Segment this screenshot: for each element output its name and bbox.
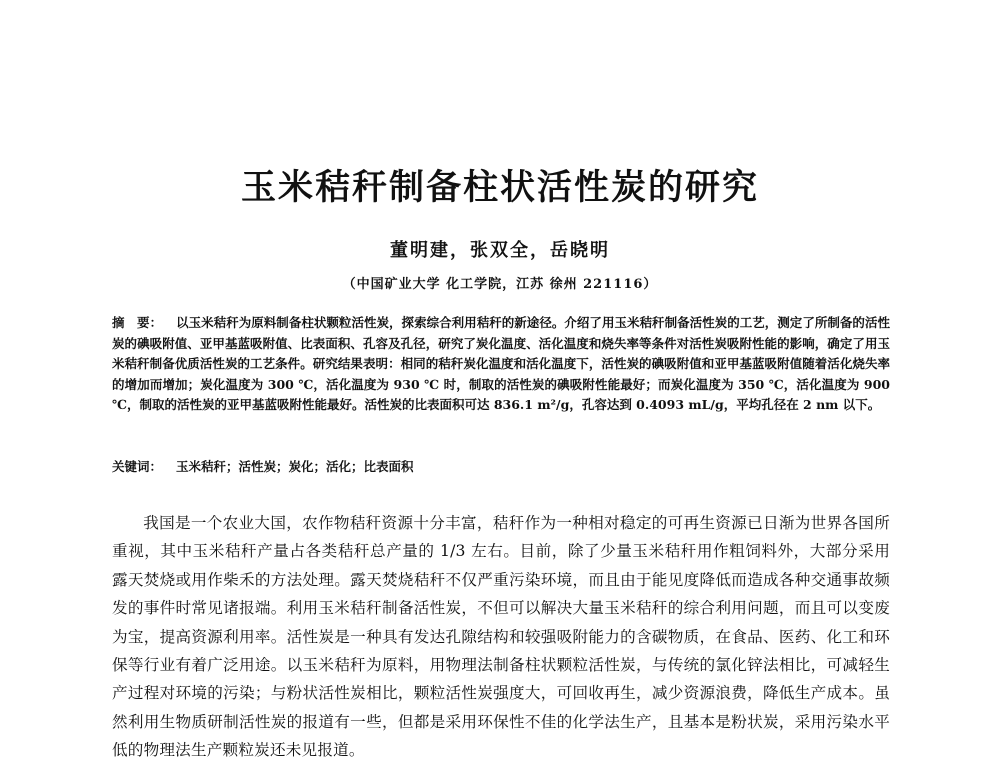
body-paragraph: 我国是一个农业大国，农作物秸秆资源十分丰富，秸秆作为一种相对稳定的可再生资源已日渐为世界各国所重视，其中玉米秸秆产量占各类秸秆总产量的 1/3 左右。目前，除了少量玉米秸秆用作粗饲料外，大部分采用露天焚烧或用作柴禾的方法处理。露天焚烧秸秆不仅严重污染环境，而且由于能见度降低而造成各种交通事故频发的事件时常见诸报端。利用玉米秸秆制备活性炭，不但可以解决大量玉米秸秆的综合利用问题，而且可以变废为宝，提高资源利用率。活性炭是一种具有发达孔隙结构和较强吸附能力的含碳物质，在食品、医药、化工和环保等行业有着广泛用途。以玉米秸秆为原料，用物理法制备柱状颗粒活性炭，与传统的氯化锌法相比，可减轻生产过程对环境的污染；与粉状活性炭相比，颗粒活性炭强度大，可回收再生，减少资源浪费，降低生产成本。虽然利用生物质研制活性炭的报道有一些，但都是采用环保性不佳的化学法生产，且基本是粉状炭，采用污染水平低的物理法生产颗粒炭还未见报道。	[112, 514, 890, 760]
keywords-label: 关键词：	[112, 459, 163, 474]
abstract-label: 摘 要：	[112, 315, 163, 330]
abstract-text: 以玉米秸秆为原料制备柱状颗粒活性炭，探索综合利用秸秆的新途径。介绍了用玉米秸秆制备活性炭的工艺，测定了所制备的活性炭的碘吸附值、亚甲基蓝吸附值、比表面积、孔容及孔径，研究了炭化温度、活化温度和烧失率等条件对活性炭吸附性能的影响，确定了用玉米秸秆制备优质活性炭的工艺条件。研究结果表明：相同的秸秆炭化温度和活化温度下，活性炭的碘吸附值和亚甲基蓝吸附值随着活化烧失率的增加而增加；炭化温度为 300 ℃，活化温度为 930 ℃ 时，制取的活性炭的碘吸附性能最好；而炭化温度为 350 ℃，活化温度为 900 ℃，制取的活性炭的亚甲基蓝吸附性能最好。活性炭的比表面积可达 836.1 m²/g，孔容达到 0.4093 mL/g，平均孔径在 2 nm 以下。	[112, 315, 890, 412]
keywords	[112, 457, 890, 475]
abstract	[112, 313, 890, 416]
paper-title: 玉米秸秆制备柱状活性炭的研究	[240, 168, 759, 208]
author-list: 董明建，张双全，岳晓明	[390, 240, 610, 261]
affiliation: （中国矿业大学 化工学院，江苏 徐州 221116）	[342, 277, 658, 292]
keywords-text: 玉米秸秆；活性炭；炭化；活化；比表面积	[176, 459, 414, 474]
